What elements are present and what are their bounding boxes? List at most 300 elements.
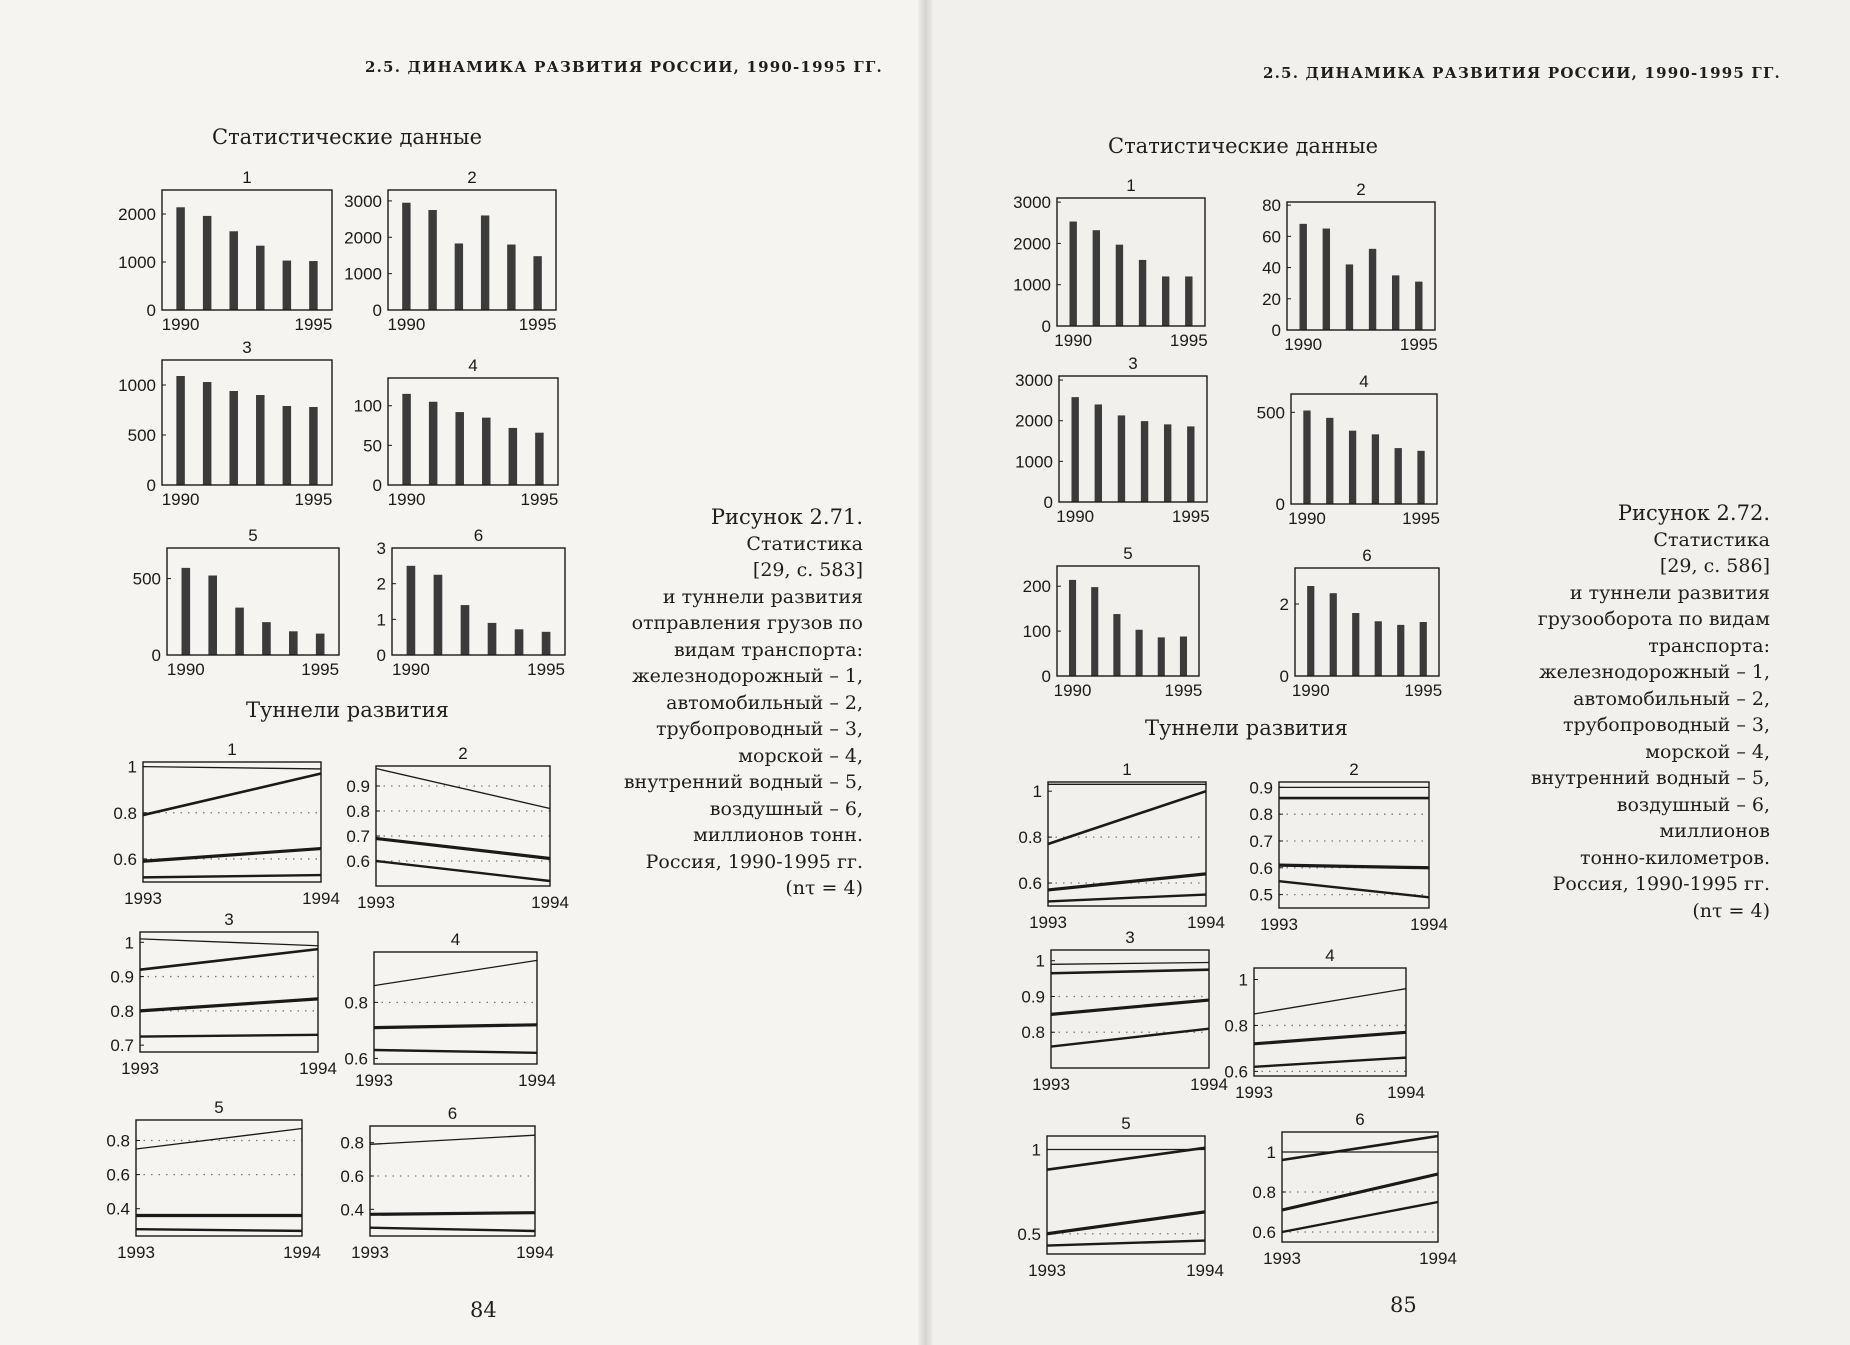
y-tick-label: 3000 [1015,371,1053,391]
bar [1141,421,1148,502]
plot-area [1018,760,1225,932]
y-tick-label: 3000 [344,191,382,211]
x-tick-label: 1993 [355,1071,393,1090]
x-tick-label: 1990 [1288,509,1326,528]
tunnel-line-upper [376,769,550,809]
plot-area [110,910,337,1078]
x-tick-label: 1994 [302,889,340,908]
x-tick-label: 1990 [392,660,430,679]
y-tick-label: 0.5 [1017,1224,1041,1244]
chart-title: 6 [473,526,484,545]
bar [1091,587,1098,676]
statistics-title: Статистические данные [212,125,483,149]
plot-frame [1287,202,1435,330]
plot-area [354,356,559,509]
y-tick-label: 0.9 [346,777,370,796]
y-tick-label: 2000 [1013,234,1051,254]
y-tick-label: 0.6 [340,1167,364,1186]
bar [1330,593,1337,676]
plot-frame [1047,1136,1205,1254]
bar [1180,636,1187,676]
x-tick-label: 1994 [1387,1083,1425,1102]
chart-title: 2 [1349,760,1359,779]
statistics-title: Статистические данные [1108,134,1379,158]
bar [1299,224,1306,330]
bar-chart-6 [330,524,573,685]
bar [535,433,544,485]
bar [1346,264,1353,330]
x-tick-label: 1990 [387,490,426,509]
bar [509,428,518,485]
tunnel-chart-2 [314,742,569,916]
chart-title: 5 [214,1098,224,1117]
y-tick-label: 0 [1041,317,1051,336]
plot-frame [136,1120,302,1236]
x-tick-label: 1995 [520,490,559,509]
y-tick-label: 2000 [118,205,156,224]
y-tick-label: 200 [1022,577,1051,597]
plot-area [1249,760,1448,934]
bar [1415,282,1422,330]
x-tick-label: 1990 [1056,507,1095,526]
tunnel-chart-4 [312,928,556,1094]
y-tick-label: 0 [146,476,156,495]
bar [455,243,463,310]
y-tick-label: 0 [372,301,382,320]
y-tick-label: 50 [363,436,382,456]
bar [1113,614,1120,676]
caption-line: транспорта: [1648,634,1770,657]
page-number: 84 [470,1298,497,1322]
bar-chart-4 [1229,370,1445,534]
bar [1392,275,1399,330]
plot-frame [1295,568,1439,676]
y-tick-label: 1000 [118,253,156,272]
x-tick-label: 1993 [351,1243,389,1262]
caption-line: трубопроводный – 3, [656,718,863,740]
y-tick-label: 0.8 [1224,1016,1248,1036]
tunnel-chart-3 [989,926,1228,1098]
bar [203,382,212,485]
chart-title: 3 [1128,354,1138,373]
tunnel-line-lower [1047,1241,1205,1246]
bar [515,629,524,655]
tunnel-line-lower [1282,1202,1438,1232]
bar [481,215,489,310]
bar-chart-5 [995,542,1207,706]
tunnel-line-upper [143,767,321,769]
caption-line: морской – 4, [738,744,863,767]
bar [229,391,238,485]
bar [1369,249,1376,330]
y-tick-label: 0 [146,301,156,320]
plot-area [1257,372,1440,528]
tunnel-line-lower [1254,1058,1406,1067]
bar [482,418,491,485]
tunnel-line-lower [143,875,321,877]
bar [1326,418,1333,504]
y-tick-label: 0.4 [340,1200,364,1220]
bar [1395,448,1402,504]
caption-line: тонно-километров. [1579,846,1770,869]
chart-title: 2 [467,168,477,187]
x-tick-label: 1993 [1028,1261,1066,1280]
x-tick-label: 1994 [1190,1075,1228,1094]
bar [407,566,416,655]
bar [1139,260,1146,326]
bar [1116,245,1123,326]
x-tick-label: 1993 [1260,915,1298,934]
x-tick-label: 1995 [301,660,340,679]
bar [1136,630,1143,676]
bar [428,210,436,310]
plot-frame [1291,394,1437,504]
chart-title: 3 [1125,928,1135,947]
y-tick-label: 60 [1262,227,1281,247]
y-tick-label: 2 [1279,595,1289,614]
y-tick-label: 0.8 [106,1131,130,1151]
caption-line: Россия, 1990-1995 гг. [1552,873,1770,895]
x-tick-label: 1995 [1399,335,1438,354]
caption-line: (nτ = 4) [1692,899,1770,922]
bar [1397,625,1404,676]
y-tick-label: 1 [127,757,137,777]
bar [208,576,217,655]
chart-title: 6 [447,1104,458,1123]
y-tick-label: 0.8 [1021,1023,1045,1043]
plot-frame [374,952,537,1064]
bar [1069,222,1076,326]
tunnel-line-middle [1048,874,1206,890]
tunnel-line-lower [140,1035,318,1037]
chart-title: 6 [1362,546,1372,565]
y-tick-label: 0.7 [346,827,370,846]
bar [1303,411,1310,505]
bar-chart-6 [1233,544,1447,706]
y-tick-label: 0.6 [113,849,137,869]
tunnel-line-lower [370,1228,535,1231]
page-number: 85 [1390,1293,1417,1317]
plot-area [106,1098,321,1262]
y-tick-label: 0.6 [346,852,370,871]
plot-frame [392,548,565,655]
chart-title: 1 [242,168,252,187]
y-tick-label: 100 [353,396,382,416]
bar [1349,431,1356,504]
bar-chart-3 [100,336,340,515]
x-tick-label: 1995 [1164,681,1203,700]
y-tick-label: 0 [376,646,386,665]
tunnel-line-middle [370,1213,535,1215]
y-tick-label: 1000 [344,264,382,284]
tunnel-line-trend [143,774,321,816]
y-tick-label: 40 [1262,258,1281,278]
caption-line: воздушный – 6, [1616,793,1770,816]
bar [402,394,411,485]
chart-title: 1 [227,740,237,759]
bar [1164,424,1171,502]
chart-title: 4 [1325,946,1335,965]
y-tick-label: 0.5 [1249,885,1273,905]
x-tick-label: 1993 [1235,1083,1273,1102]
y-tick-label: 1 [1035,951,1045,971]
x-tick-label: 1995 [294,490,333,509]
y-tick-label: 500 [1256,403,1285,423]
bar [176,207,185,310]
y-tick-label: 0 [372,476,382,495]
bar-chart-2 [326,166,564,340]
caption-line: Рисунок 2.72. [1617,501,1770,525]
tunnel-line-upper [1051,963,1209,965]
plot-area [1252,1110,1457,1268]
tunnel-chart-5 [74,1096,321,1266]
plot-frame [162,190,332,310]
bar [283,261,292,310]
y-tick-label: 1 [1032,782,1042,802]
bar [429,402,438,485]
y-tick-label: 500 [132,569,161,589]
caption-line: грузооборота по видам [1537,608,1770,630]
y-tick-label: 0.8 [1252,1183,1276,1202]
y-tick-label: 1000 [118,376,156,395]
bar [1187,426,1194,502]
plot-area [1017,1114,1224,1280]
tunnel-line-upper [1254,989,1406,1014]
plot-area [1224,946,1425,1102]
chart-title: 4 [450,930,461,949]
x-tick-label: 1994 [283,1243,321,1262]
x-tick-label: 1995 [1169,331,1208,350]
caption-line: железнодорожный – 1, [632,665,863,687]
tunnel-line-middle [1254,1032,1406,1043]
bar [262,622,271,655]
y-tick-label: 0.7 [110,1036,134,1056]
y-tick-label: 0.8 [1018,828,1042,848]
bar [316,634,325,655]
bar [533,256,541,310]
y-tick-label: 0 [151,646,161,665]
y-tick-label: 0.9 [110,967,134,987]
y-tick-label: 0.8 [110,1001,134,1021]
tunnel-line-middle [1051,1000,1209,1014]
x-tick-label: 1990 [161,315,200,334]
y-tick-label: 0.6 [106,1165,130,1185]
caption-line: Статистика [1653,528,1770,551]
running-header: 2.5. ДИНАМИКА РАЗВИТИЯ РОССИИ, 1990-1995 ГГ. [365,58,883,76]
bar [289,631,298,655]
plot-frame [162,360,332,485]
chart-title: 4 [1359,372,1369,391]
caption-line: трубопроводный – 3, [1563,714,1770,736]
bar [1323,229,1330,330]
bar [256,246,265,310]
plot-area [1262,180,1438,354]
tunnel-chart-1 [986,758,1225,936]
tunnel-line-middle [376,839,550,859]
caption-line: миллионов тонн. [693,824,863,846]
bar [402,203,410,310]
bar-chart-1 [100,166,340,340]
y-tick-label: 0.4 [106,1199,130,1219]
y-tick-label: 0.6 [1252,1223,1276,1242]
tunnel-line-upper [136,1129,302,1149]
caption-line: внутренний водный – 5, [623,771,863,793]
chart-title: 3 [224,910,234,929]
y-tick-label: 2000 [344,228,382,248]
x-tick-label: 1990 [166,660,205,679]
bar [488,623,497,655]
caption-line: морской – 4, [1645,740,1770,763]
bar [1093,230,1100,326]
tunnel-line-trend [1282,1136,1438,1160]
tunnel-line-upper [370,1135,535,1144]
running-header: 2.5. ДИНАМИКА РАЗВИТИЯ РОССИИ, 1990-1995 ГГ. [1263,64,1781,82]
bar [256,395,265,485]
y-tick-label: 0.6 [1224,1062,1248,1082]
y-tick-label: 0.8 [344,993,368,1013]
x-tick-label: 1994 [518,1071,556,1090]
x-tick-label: 1993 [357,893,395,912]
x-tick-label: 1993 [121,1059,159,1078]
bar [1118,415,1125,502]
bar-chart-2 [1225,178,1443,360]
plot-frame [376,766,550,886]
plot-frame [167,548,339,655]
y-tick-label: 80 [1262,196,1281,216]
bar [203,216,212,310]
bar [1158,637,1165,676]
tunnel-line-lower [1051,1029,1209,1047]
bar-chart-5 [105,524,347,685]
plot-area [1023,544,1203,700]
tunnel-line-trend [1047,1148,1205,1170]
x-tick-label: 1995 [1171,507,1210,526]
tunnels-title: Туннели развития [1145,716,1348,740]
tunnel-line-trend [1048,791,1206,844]
bar [507,245,515,310]
chart-title: 5 [248,526,258,545]
x-tick-label: 1993 [1263,1249,1301,1268]
caption-line: Россия, 1990-1995 гг. [645,850,863,873]
bar [309,261,318,310]
y-tick-label: 0.6 [1018,874,1042,894]
tunnels-title: Туннели развития [246,698,449,722]
tunnel-chart-2 [1217,758,1448,938]
plot-area [118,338,332,509]
x-tick-label: 1994 [1410,915,1448,934]
y-tick-label: 0 [1041,667,1051,686]
chart-title: 1 [1126,176,1136,195]
chart-title: 6 [1355,1110,1365,1129]
bar [1375,621,1382,676]
tunnel-line-upper [374,960,537,985]
y-tick-label: 0.7 [1249,831,1273,851]
right-page [925,0,1850,1345]
bar-chart-3 [997,352,1215,532]
y-tick-label: 2 [376,574,386,594]
x-tick-label: 1994 [516,1243,554,1262]
tunnel-chart-1 [81,738,340,912]
plot-area [1015,354,1210,526]
chart-title: 3 [242,338,252,357]
tunnel-line-trend [1051,970,1209,974]
tunnel-chart-6 [308,1102,554,1266]
caption-line: (nτ = 4) [785,877,863,899]
x-tick-label: 1995 [518,315,557,334]
y-tick-label: 1 [1238,970,1248,990]
x-tick-label: 1990 [161,490,200,509]
bar-chart-4 [326,354,566,515]
tunnel-chart-4 [1192,944,1425,1106]
tunnel-chart-3 [78,908,337,1082]
y-tick-label: 0 [1271,321,1281,340]
bar-chart-1 [995,174,1213,356]
bar [229,231,238,310]
x-tick-label: 1993 [1029,913,1067,932]
bar [309,407,318,485]
bar [1069,580,1076,676]
x-tick-label: 1993 [124,889,162,908]
x-tick-label: 1995 [1404,681,1443,700]
caption-line: и туннели развития [662,585,863,608]
tunnel-line-upper [140,939,318,946]
x-tick-label: 1993 [117,1243,155,1262]
y-tick-label: 0.6 [344,1049,368,1069]
chart-title: 5 [1123,544,1133,563]
x-tick-label: 1995 [294,315,333,334]
chart-title: 2 [1356,180,1366,199]
tunnel-line-lower [374,1050,537,1053]
y-tick-label: 1 [1031,1140,1041,1160]
tunnel-line-lower [136,1229,302,1231]
y-tick-label: 1000 [1015,452,1053,472]
y-tick-label: 0 [1043,493,1053,512]
plot-frame [388,378,558,485]
y-tick-label: 0.8 [346,802,370,821]
caption-line: железнодорожный – 1, [1539,661,1770,683]
figure-caption [1531,500,1770,924]
tunnel-line-middle [1047,1212,1205,1234]
chart-title: 5 [1121,1114,1131,1133]
y-tick-label: 1000 [1013,275,1051,295]
plot-area [133,526,339,679]
y-tick-label: 3000 [1013,193,1051,213]
figure-caption [624,504,863,902]
plot-area [1013,176,1208,350]
caption-line: отправления грузов по [631,612,863,634]
bar [1420,622,1427,676]
book-spine-shadow [918,0,932,1345]
x-tick-label: 1994 [299,1059,337,1078]
y-tick-label: 100 [1022,622,1051,642]
tunnel-line-middle [374,1025,537,1028]
bar [1071,397,1078,502]
plot-area [340,1104,554,1262]
y-tick-label: 1 [376,610,386,630]
x-tick-label: 1990 [1053,681,1092,700]
caption-line: [29, с. 586] [1659,555,1770,577]
plot-area [344,168,556,334]
plot-area [344,930,556,1090]
caption-line: миллионов [1659,820,1770,842]
x-tick-label: 1994 [1419,1249,1457,1268]
plot-frame [388,190,556,310]
tunnel-line-lower [376,861,550,881]
plot-frame [1059,376,1207,502]
plot-frame [1057,198,1205,326]
x-tick-label: 1990 [1291,681,1330,700]
bar [176,376,185,485]
